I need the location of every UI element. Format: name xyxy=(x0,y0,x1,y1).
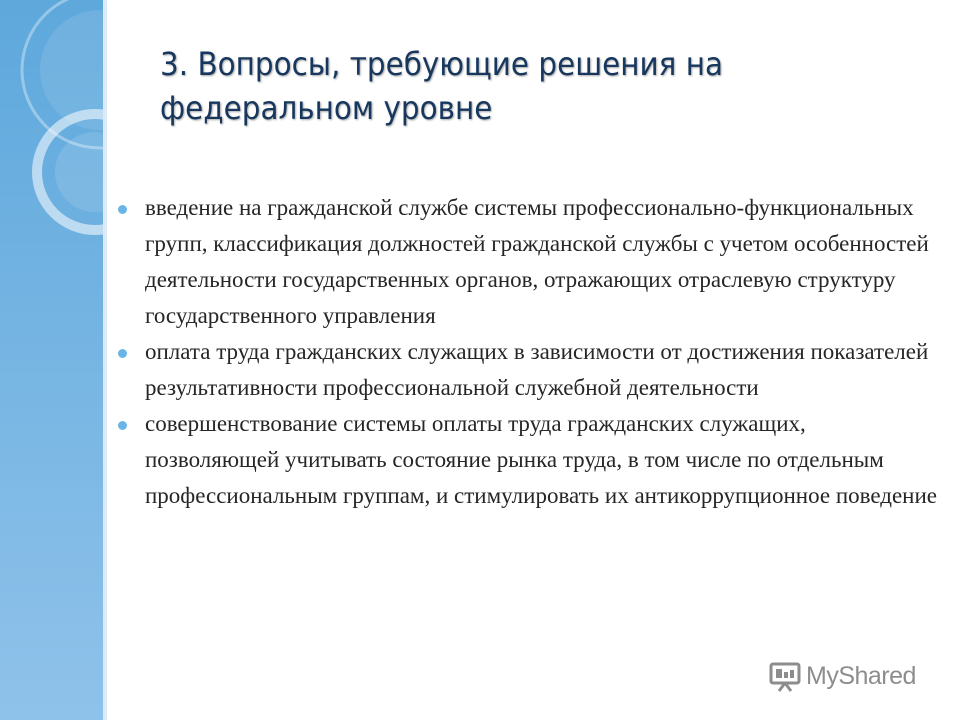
bullet-item xyxy=(118,334,938,406)
myshared-watermark xyxy=(768,656,916,696)
watermark-text: MyShared xyxy=(806,661,916,690)
bullet-dot-icon xyxy=(118,421,127,430)
slide-title: 3. Вопросы, требующие решения на федеральном уровне xyxy=(160,45,723,127)
bullet-item xyxy=(118,190,938,334)
bullet-text: совершенствование системы оплаты труда гражданских служащих, позволяющей учитывать состояние рынка труда, в том числе по отдельным профессиональным группам, и стимулировать их антикоррупционное поведение xyxy=(145,411,937,508)
bullet-dot-icon xyxy=(118,205,127,214)
bullet-text: оплата труда гражданских служащих в зависимости от достижения показателей результативности профессиональной служебной деятельности xyxy=(145,339,929,400)
bullet-dot-icon xyxy=(118,349,127,358)
bullet-text: введение на гражданской службе системы профессионально-функциональных групп, классификация должностей гражданской службы с учетом особенностей деятельности государственных органов, отражающих отраслевую структуру государственного управления xyxy=(145,195,929,328)
presentation-board-icon xyxy=(768,659,802,693)
decorative-left-band xyxy=(0,0,103,720)
bullet-list xyxy=(118,190,938,514)
left-band-edge xyxy=(103,0,107,720)
bullet-item xyxy=(118,406,938,514)
decorative-circles xyxy=(0,0,103,720)
